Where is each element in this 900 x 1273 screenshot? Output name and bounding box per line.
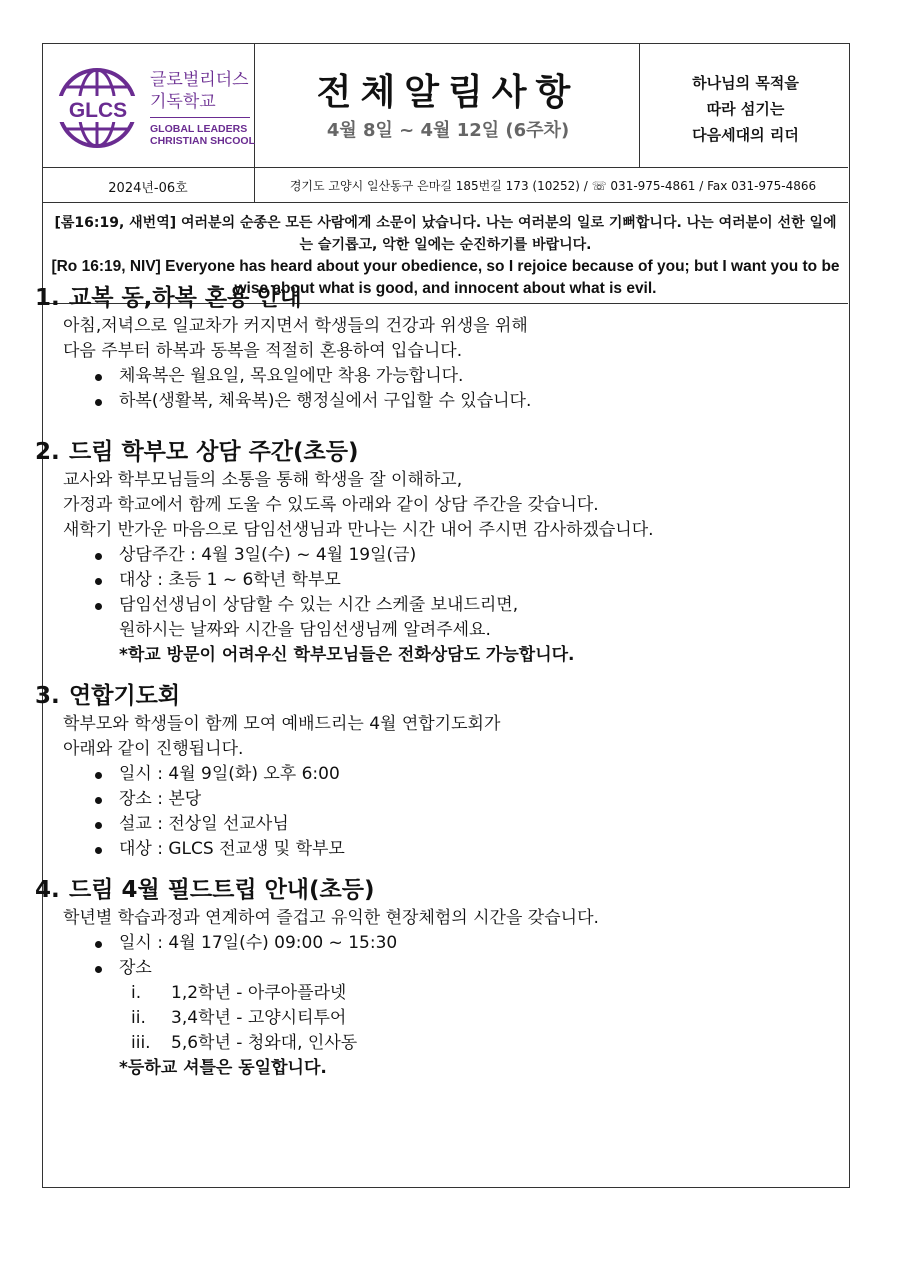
list-item: 대상 : GLCS 전교생 및 학부모 [35,837,795,862]
school-motto: 하나님의 목적을 따라 섬기는 다음세대의 리더 [692,74,799,144]
list-item: 대상 : 초등 1 ~ 6학년 학부모 [35,568,795,593]
school-address: 경기도 고양시 일산동구 은마길 185번길 173 (10252) / ☏ 031-975-4861 / Fax 031-975-4866 [289,179,817,193]
section-parent-consultation [35,436,795,668]
divider [254,167,255,202]
note: *등하교 셔틀은 동일합니다. [119,1058,327,1078]
week-range: 4월 8일 ~ 4월 12일 (6주차) [326,120,570,141]
list-item: 체육복은 월요일, 목요일에만 착용 가능합니다. [35,364,795,389]
page-title: 전체알림사항 [316,72,580,113]
list-item: 설교 : 전상일 선교사님 [35,812,795,837]
school-logo [55,63,265,153]
notice-content [35,282,795,1081]
section-text: 학부모와 학생들이 함께 모여 예배드리는 4월 연합기도회가 [63,714,501,734]
section-title: 1. 교복 동,하복 혼용 안내 [35,285,302,311]
verse-korean: [롬16:19, 새번역] 여러분의 순종은 모든 사람에게 소문이 났습니다. 나는 여러분의 일로 기뻐합니다. 나는 여러분이 선한 일에는 슬기롭고, 악한 일에는 순진하기를 바랍니다. [54,215,837,253]
logo-english-name: GLOBAL LEADERS CHRISTIAN SHCOOL [150,123,255,147]
sub-list-item: iii. 5,6학년 - 청와대, 인사동 [131,1033,358,1053]
section-title: 3. 연합기도회 [35,683,181,709]
info-row [43,167,848,203]
section-text: 교사와 학부모님들의 소통을 통해 학생을 잘 이해하고, [63,470,463,490]
sub-list-item: ii. 3,4학년 - 고양시티투어 [131,1008,347,1028]
list-item: 장소 : 본당 [35,787,795,812]
header [43,44,848,168]
section-text: 새학기 반가운 마음으로 담임선생님과 만나는 시간 내어 주시면 감사하겠습니다. [63,520,654,540]
list-item: 상담주간 : 4월 3일(수) ~ 4월 19일(금) [35,543,795,568]
section-text: 학년별 학습과정과 연계하여 즐겁고 유익한 현장체험의 시간을 갖습니다. [63,908,599,928]
divider [639,44,640,167]
list-item: 담임선생님이 상담할 수 있는 시간 스케줄 보내드리면, [35,593,795,618]
sub-list-item: i. 1,2학년 - 아쿠아플라넷 [131,983,347,1003]
list-item: 일시 : 4월 9일(화) 오후 6:00 [35,762,795,787]
section-text: 가정과 학교에서 함께 도울 수 있도록 아래와 같이 상담 주간을 갖습니다. [63,495,599,515]
section-text: 아침,저녁으로 일교차가 커지면서 학생들의 건강과 위생을 위해 [63,316,528,336]
list-item: 일시 : 4월 17일(수) 09:00 ~ 15:30 [35,931,795,956]
list-item-continuation: 원하시는 날짜와 시간을 담임선생님께 알려주세요. [119,620,491,640]
section-uniform [35,282,795,414]
verse-english: [Ro 16:19, NIV] Everyone has heard about your obedience, so I rejoice because of you; but I want you to be wise about what is good, and innocent about what is evil. [51,258,840,297]
issue-number: 2024년-06호 [108,181,188,196]
svg-text:GLCS: GLCS [68,99,128,122]
section-prayer-meeting [35,680,795,862]
section-title: 4. 드림 4월 필드트립 안내(초등) [35,877,375,903]
logo-underline [150,117,250,118]
section-text: 아래와 같이 진행됩니다. [63,739,244,759]
section-title: 2. 드림 학부모 상담 주간(초등) [35,439,359,465]
globe-logo-icon [55,63,145,153]
section-text: 다음 주부터 하복과 동복을 적절히 혼용하여 입습니다. [63,341,463,361]
list-item: 장소 [35,956,795,981]
note: *학교 방문이 어려우신 학부모님들은 전화상담도 가능합니다. [119,645,575,665]
section-field-trip [35,874,795,1081]
logo-korean-name: 글로벌리더스 기독학교 [150,70,249,112]
list-item: 하복(생활복, 체육복)은 행정실에서 구입할 수 있습니다. [35,389,795,414]
